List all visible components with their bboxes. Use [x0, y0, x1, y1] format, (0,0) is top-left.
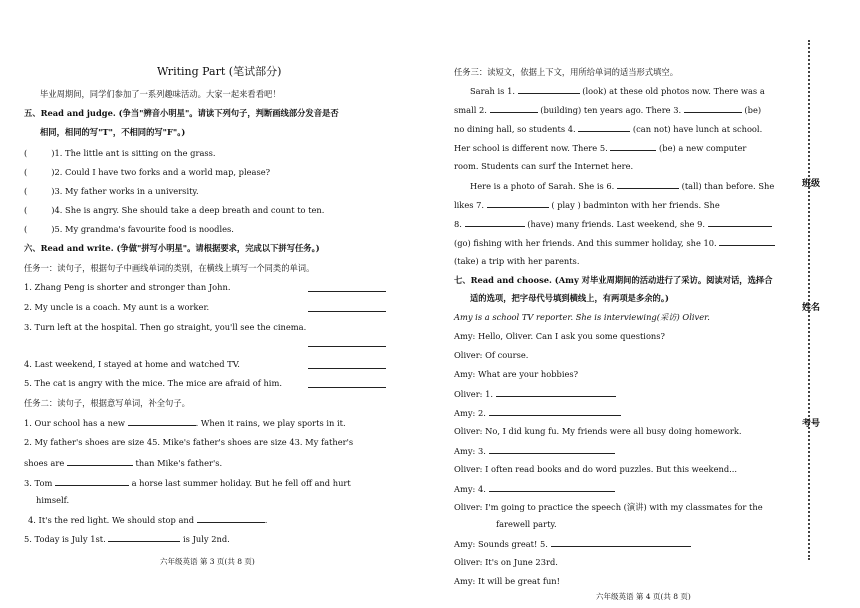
judge-item: ( )4. She is angry. She should take a deep breath and count to ten.	[24, 205, 325, 215]
task3-heading: 任务三：读短文，依据上下文，用所给单词的适当形式填空。	[454, 67, 679, 77]
answer-blank[interactable]	[128, 416, 196, 426]
answer-blank[interactable]	[518, 84, 580, 94]
answer-line[interactable]	[308, 311, 386, 312]
task1-item: 2. My uncle is a coach. My aunt is a worker.	[24, 302, 210, 312]
answer-line[interactable]	[308, 368, 386, 369]
task2-item: 2. My father's shoes are size 45. Mike's father's shoes are size 43. My father's	[24, 437, 354, 447]
answer-blank[interactable]	[551, 537, 691, 547]
judge-item: ( )3. My father works in a university.	[24, 186, 199, 196]
dialogue-line: Oliver: It's on June 23rd.	[454, 557, 558, 567]
task1-item: 4. Last weekend, I stayed at home and watched TV.	[24, 359, 240, 369]
passage-line: likes 7. ( play ) badminton with her friends. She	[454, 200, 720, 210]
judge-item: ( )2. Could I have two forks and a world map, please?	[24, 167, 271, 177]
dialogue-line: Amy: 3.	[454, 444, 615, 457]
passage-line: no dining hall, so students 4. (can not) have lunch at school.	[454, 124, 763, 134]
passage-line: (go) fishing with her friends. And this summer holiday, she 10.	[454, 236, 775, 249]
task2-item: 1. Our school has a new . When it rains, we play sports in it.	[24, 418, 346, 428]
dialogue-line: Oliver: 1.	[454, 387, 616, 400]
passage-line: 8. (have) many friends. Last weekend, she 9.	[454, 217, 772, 230]
dialogue-line: Amy: 4.	[454, 482, 615, 495]
answer-blank[interactable]	[617, 179, 679, 189]
answer-line[interactable]	[308, 291, 386, 292]
section7-heading: 七、Read and choose. (Amy 对毕业周期间的活动进行了采访。阅读对话，选择合	[454, 275, 773, 285]
answer-blank[interactable]	[684, 103, 742, 113]
right-page	[430, 0, 860, 608]
dialogue-intro: Amy is a school TV reporter. She is interviewing(采访) Oliver.	[454, 312, 710, 322]
section6-heading: 六、Read and write. (争做"拼写小明星"。请根据要求，完成以下拼写任务。)	[24, 243, 320, 253]
answer-blank[interactable]	[496, 387, 616, 397]
answer-blank[interactable]	[67, 456, 133, 466]
dialogue-line: Amy: Sounds great! 5.	[454, 537, 691, 550]
answer-blank[interactable]	[108, 532, 180, 542]
answer-blank[interactable]	[610, 141, 656, 151]
answer-blank[interactable]	[489, 444, 615, 454]
page-footer: 六年级英语 第 4 页(共 8 页)	[596, 592, 691, 601]
answer-blank[interactable]	[719, 236, 775, 246]
section5-heading-cont: 相同，相同的写"T"，不相同的写"F"。)	[40, 127, 186, 137]
side-label: 姓名	[802, 303, 821, 313]
dialogue-line: Amy: What are your hobbies?	[454, 369, 579, 379]
section7-heading-cont: 适的选项，把字母代号填到横线上，有两项是多余的。)	[470, 293, 669, 303]
dialogue-line: Oliver: I often read books and do word puzzles. But this weekend...	[454, 464, 738, 474]
dialogue-line-cont: farewell party.	[496, 519, 557, 529]
dialogue-line: Amy: 2.	[454, 406, 621, 419]
answer-blank[interactable]	[489, 406, 621, 416]
page-title: Writing Part (笔试部分)	[157, 65, 282, 78]
dialogue-line: Oliver: Of course.	[454, 350, 529, 360]
dialogue-line: Amy: Hello, Oliver. Can I ask you some questions?	[454, 331, 665, 341]
passage-line: (take) a trip with her parents.	[454, 256, 580, 266]
dialogue-line: Amy: It will be great fun!	[454, 576, 560, 586]
answer-blank[interactable]	[55, 476, 129, 486]
side-label: 班级	[802, 179, 821, 189]
side-label: 考号	[802, 419, 821, 429]
answer-blank[interactable]	[487, 198, 549, 208]
task1-heading: 任务一：读句子，根据句子中画线单词的类别，在横线上填写一个同类的单词。	[24, 263, 315, 273]
answer-line[interactable]	[308, 346, 386, 347]
answer-blank[interactable]	[578, 122, 630, 132]
passage-line: Sarah is 1. (look) at these old photos now. There was a	[470, 86, 765, 96]
answer-blank[interactable]	[490, 103, 538, 113]
task2-item: 4. It's the red light. We should stop and .	[28, 515, 268, 525]
task2-heading: 任务二：读句子，根据意写单词，补全句子。	[24, 398, 190, 408]
answer-line[interactable]	[308, 387, 386, 388]
passage-line: Here is a photo of Sarah. She is 6. (tall) than before. She	[470, 181, 775, 191]
passage-line: Her school is different now. There 5. (be) a new computer	[454, 143, 747, 153]
answer-blank[interactable]	[197, 513, 265, 523]
task2-item: 3. Tom a horse last summer holiday. But he fell off and hurt	[24, 478, 351, 488]
answer-blank[interactable]	[708, 217, 772, 227]
answer-blank[interactable]	[489, 482, 615, 492]
passage-line: room. Students can surf the Internet here.	[454, 161, 634, 171]
dialogue-line: Oliver: I'm going to practice the speech (演讲) with my classmates for the	[454, 502, 763, 512]
task2-item: 5. Today is July 1st. is July 2nd.	[24, 534, 230, 544]
task2-item-cont: shoes are than Mike's father's.	[24, 458, 223, 468]
task1-item: 1. Zhang Peng is shorter and stronger than John.	[24, 282, 231, 292]
section5-heading: 五、Read and judge. (争当"辨音小明星"。请读下列句子，判断画线部分发音是否	[24, 108, 339, 118]
dialogue-line: Oliver: No, I did kung fu. My friends were all busy doing homework.	[454, 426, 742, 436]
judge-item: ( )5. My grandma's favourite food is noodles.	[24, 224, 234, 234]
answer-blank[interactable]	[465, 217, 525, 227]
judge-item: ( )1. The little ant is sitting on the grass.	[24, 148, 216, 158]
task1-item: 3. Turn left at the hospital. Then go straight, you'll see the cinema.	[24, 322, 307, 332]
passage-line: small 2. (building) ten years ago. There 3. (be)	[454, 105, 762, 115]
intro-text: 毕业周期间，同学们参加了一系列趣味活动。大家一起来看看吧！	[40, 89, 281, 99]
task1-item: 5. The cat is angry with the mice. The mice are afraid of him.	[24, 378, 282, 388]
page-footer: 六年级英语 第 3 页(共 8 页)	[160, 557, 255, 566]
task2-item-cont: himself.	[36, 495, 70, 505]
